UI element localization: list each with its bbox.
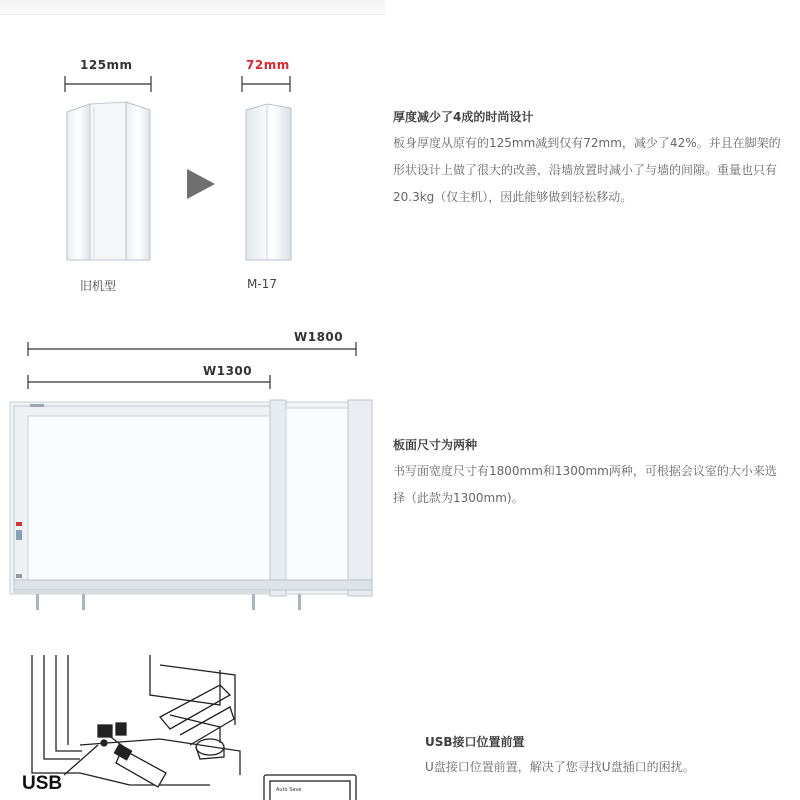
section3-body: U盘接口位置前置，解决了您寻找U盘插口的困扰。 <box>425 760 695 774</box>
section1-heading: 厚度减少了4成的时尚设计 <box>393 110 534 124</box>
usb-label: USB <box>22 773 63 794</box>
top-divider <box>0 0 385 15</box>
whiteboard-image <box>8 396 378 616</box>
section3-heading: USB接口位置前置 <box>425 735 525 749</box>
new-caption: M-17 <box>247 277 277 291</box>
w1300-dimension-line <box>24 374 274 390</box>
new-dimension-line <box>237 72 295 94</box>
width-small-label: W1300 <box>203 364 253 378</box>
section2-heading: 板面尺寸为两种 <box>393 438 478 452</box>
old-board-profile <box>64 100 154 265</box>
old-caption: 旧机型 <box>80 279 117 293</box>
section2-body: 书写面宽度尺寸有1800mm和1300mm两种，可根据会议室的大小来选择（此款为1300mm)。 <box>393 464 777 505</box>
usb-port-drawing <box>20 655 380 800</box>
svg-text:Auto Save: Auto Save <box>276 787 302 793</box>
arrow-right-icon <box>185 167 217 201</box>
old-thickness-label: 125mm <box>80 58 133 72</box>
width-large-label: W1800 <box>294 330 344 344</box>
new-thickness-label: 72mm <box>246 58 290 72</box>
new-board-profile <box>243 100 293 265</box>
old-dimension-line <box>60 72 156 94</box>
w1800-dimension-line <box>24 341 360 357</box>
section1-body: 板身厚度从原有的125mm减到仅有72mm，减少了42%。并且在脚架的形状设计上做了很大的改善，沿墙放置时减小了与墙的间隙。重量也只有20.3kg（仅主机），因此能够做到轻松移动。 <box>393 136 781 204</box>
